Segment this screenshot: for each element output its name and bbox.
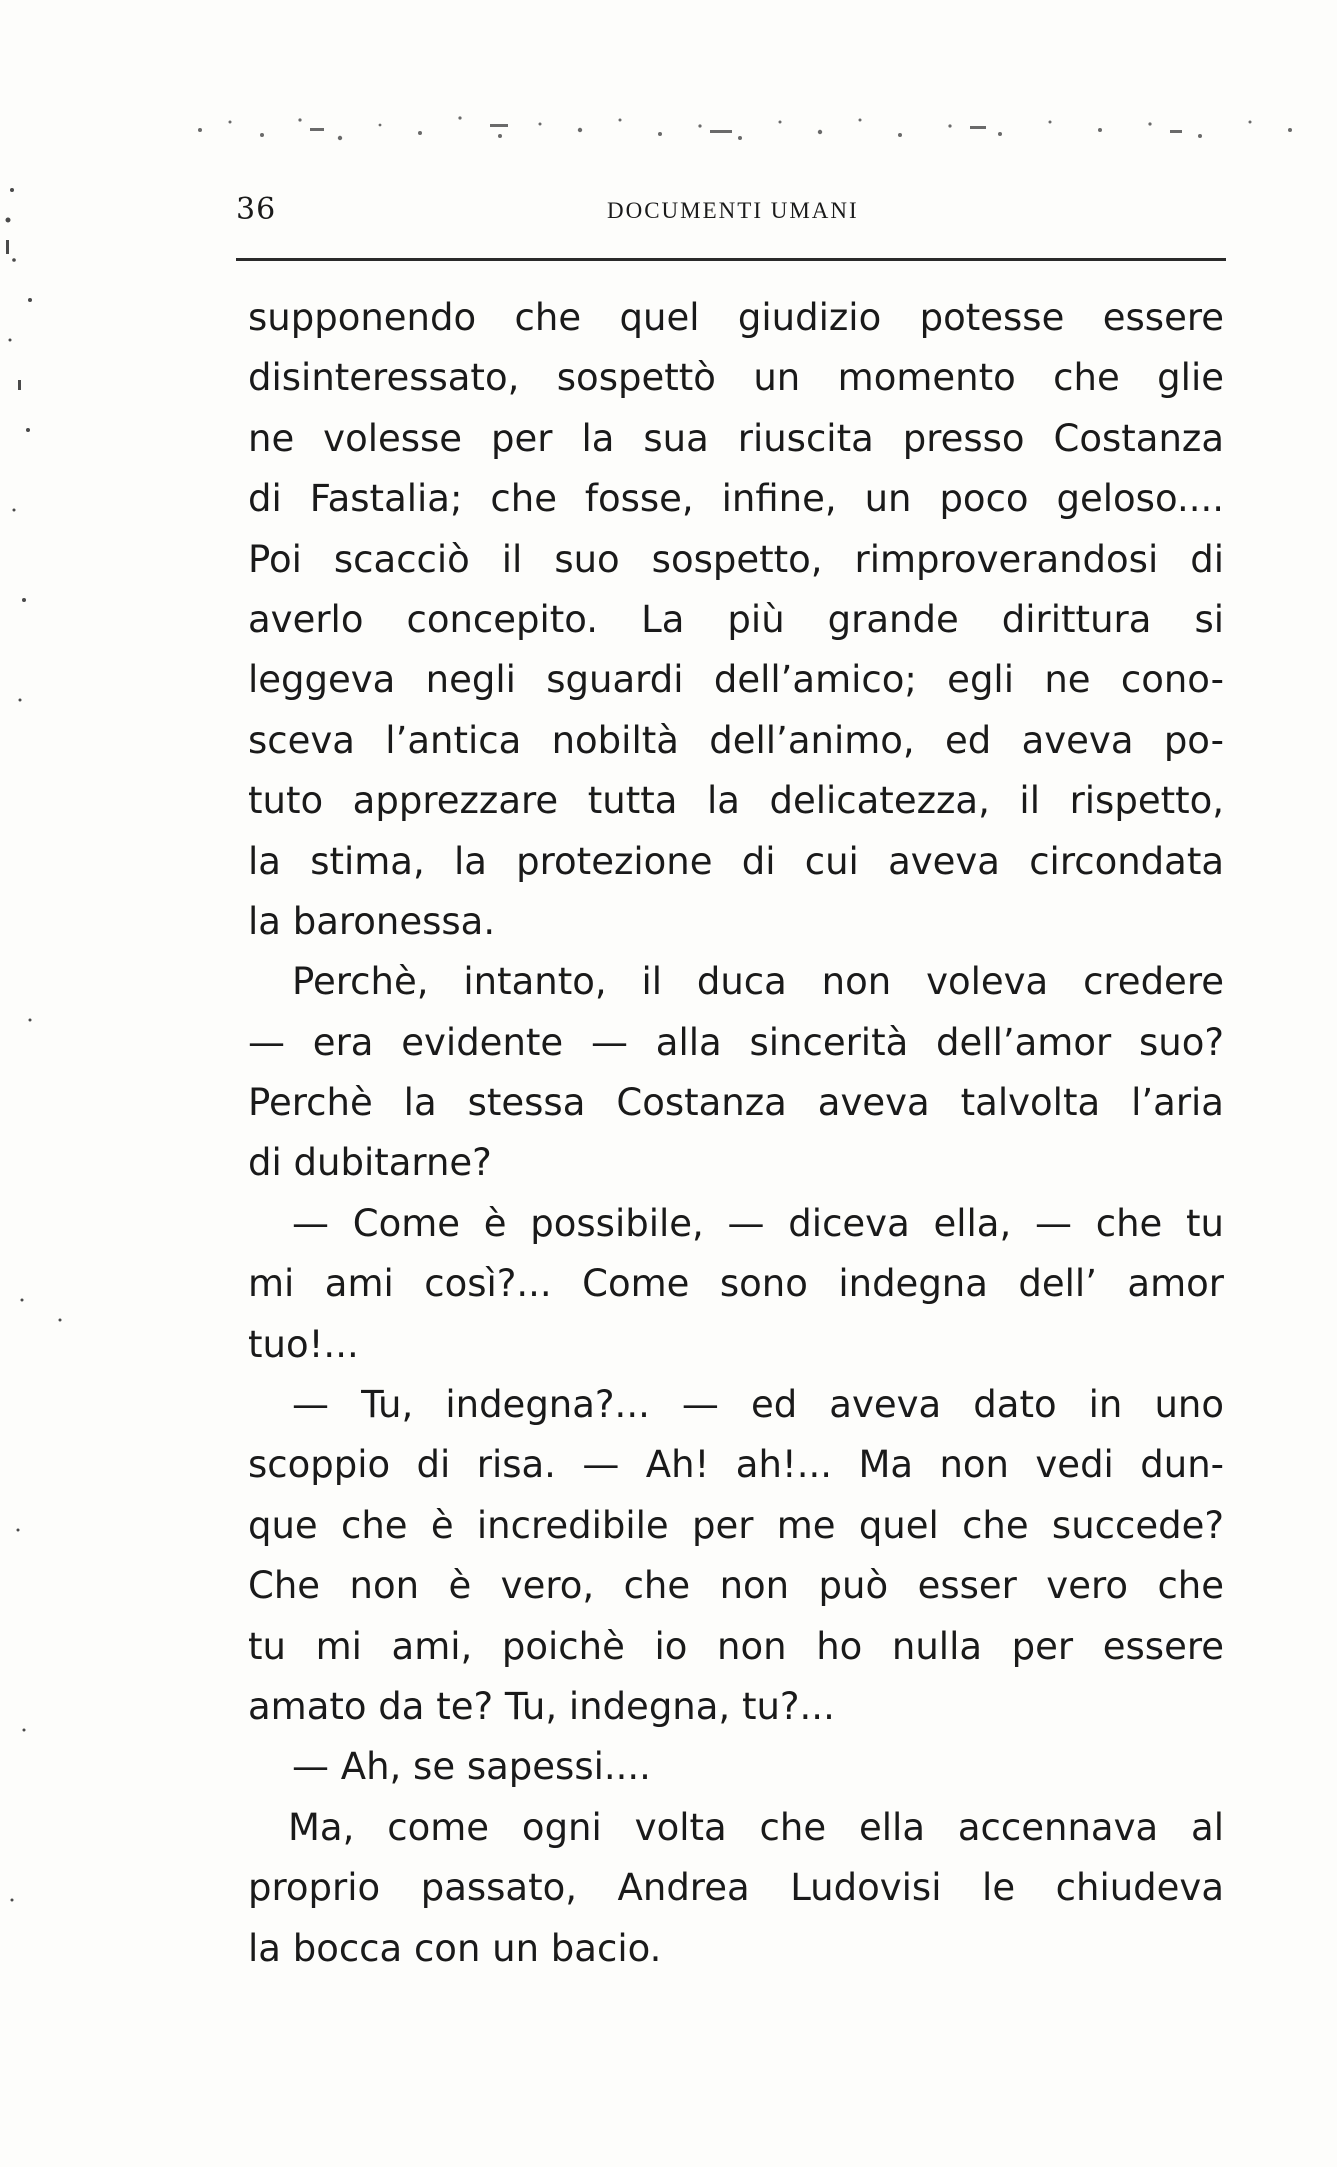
scan-artifact-noise: [190, 100, 1320, 160]
paragraph: [248, 1737, 1224, 1797]
text-line: Perchè, intanto, il duca non voleva credere: [292, 960, 1224, 1004]
text-line: — Tu, indegna?... — ed aveva dato in uno: [292, 1383, 1224, 1427]
text-line: — Come è possibile, — diceva ella, — che tu: [292, 1201, 1224, 1245]
text-line: — Ah, se sapessi....: [292, 1745, 651, 1789]
paragraph: [248, 952, 1224, 1194]
text-line: tuo!...: [248, 1322, 359, 1366]
header-rule: [236, 258, 1226, 261]
page-header: [236, 192, 1226, 240]
text-line: Perchè la stessa Costanza aveva talvolta l’aria: [248, 1081, 1224, 1125]
paragraph: [248, 1375, 1224, 1737]
page-number: 36: [236, 192, 277, 227]
running-head: DOCUMENTI UMANI: [607, 198, 859, 223]
paragraph: [248, 1194, 1224, 1375]
text-line: tu mi ami, poichè io non ho nulla per essere: [248, 1624, 1224, 1668]
text-line: Ma, come ogni volta che ella accennava al: [288, 1805, 1224, 1849]
text-line: la stima, la protezione di cui aveva circondata: [248, 839, 1224, 883]
paragraph: [248, 1798, 1224, 1979]
paragraph: [248, 288, 1224, 952]
text-line: que che è incredibile per me quel che succede?: [248, 1503, 1224, 1547]
text-line: di Fastalia; che fosse, infine, un poco geloso....: [248, 477, 1224, 521]
text-line: Poi scacciò il suo sospetto, rimproverandosi di: [248, 537, 1224, 581]
text-line: tuto apprezzare tutta la delicatezza, il rispetto,: [248, 779, 1224, 823]
text-line: proprio passato, Andrea Ludovisi le chiudeva: [248, 1866, 1224, 1910]
text-line: Che non è vero, che non può esser vero che: [248, 1564, 1224, 1608]
text-line: la bocca con un bacio.: [248, 1926, 662, 1970]
text-line: ne volesse per la sua riuscita presso Costanza: [248, 416, 1224, 460]
text-line: amato da te? Tu, indegna, tu?...: [248, 1684, 835, 1728]
scan-margin-specks: [0, 180, 90, 2080]
text-line: — era evidente — alla sincerità dell’amor suo?: [248, 1020, 1224, 1064]
text-line: supponendo che quel giudizio potesse essere: [248, 296, 1224, 339]
text-line: la baronessa.: [248, 899, 496, 943]
body-text: [248, 288, 1224, 1979]
text-line: di dubitarne?: [248, 1141, 492, 1185]
text-line: disinteressato, sospettò un momento che glie: [248, 356, 1224, 400]
text-line: mi ami così?... Come sono indegna dell’ amor: [248, 1262, 1224, 1306]
text-line: averlo concepito. La più grande dirittura si: [248, 597, 1224, 641]
text-line: sceva l’antica nobiltà dell’animo, ed aveva po-: [248, 718, 1224, 762]
text-line: scoppio di risa. — Ah! ah!... Ma non vedi dun-: [248, 1443, 1224, 1487]
text-line: leggeva negli sguardi dell’amico; egli ne cono-: [248, 658, 1224, 702]
